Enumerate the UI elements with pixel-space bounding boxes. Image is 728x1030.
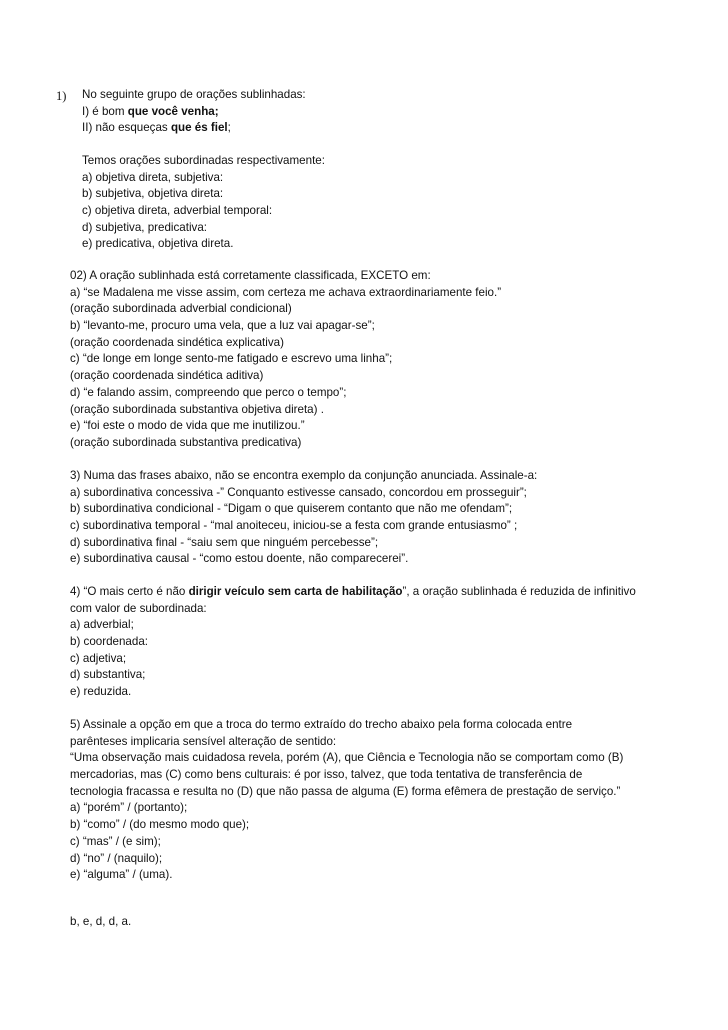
sentence-1-underlined-clause: que você venha; [127, 104, 219, 118]
question-4-prefix: 4) “O mais certo é não [70, 585, 189, 598]
question-5-option-e: e) “alguma” / (uma). [70, 868, 173, 882]
question-1-option-b: b) subjetiva, objetiva direta: [82, 187, 224, 201]
sentence-2-prefix: II) não esqueças [82, 121, 171, 135]
question-1-number: 1) [56, 89, 67, 103]
question-4-option-e: e) reduzida. [70, 685, 132, 699]
question-2-line: a) “se Madalena me visse assim, com certeza me achava extraordinariamente feio.” [70, 285, 502, 299]
question-2 [70, 268, 501, 452]
question-3-line: c) subordinativa temporal - “mal anoiteceu, iniciou-se a festa com grande entusiasmo” ; [70, 519, 518, 533]
question-5-option-a: a) “porém” / (portanto); [70, 801, 188, 815]
question-4-option-b: b) coordenada: [70, 635, 148, 649]
question-3-line: 3) Numa das frases abaixo, não se encontra exemplo da conjunção anunciada. Assinale-a: [70, 469, 538, 482]
question-4 [70, 584, 636, 701]
question-2-line: (oração subordinada substantiva objetiva direta) . [70, 402, 324, 416]
question-1-option-a: a) objetiva direta, subjetiva: [82, 170, 224, 184]
question-5-option-b: b) “como” / (do mesmo modo que); [70, 818, 250, 832]
question-2-line: d) “e falando assim, compreendo que perco o tempo”; [70, 385, 347, 399]
question-4-statement [70, 584, 636, 601]
question-2-line: c) “de longe em longe sento-me fatigado e escrevo uma linha”; [70, 352, 393, 366]
question-2-line: b) “levanto-me, procuro uma vela, que a luz vai apagar-se”; [70, 319, 375, 333]
question-2-line: e) “foi este o modo de vida que me inutilizou.” [70, 419, 305, 433]
sentence-1-prefix: I) é bom [82, 104, 128, 118]
sentence-2-underlined-clause: que és fiel [170, 121, 228, 135]
question-4-statement-continued: com valor de subordinada: [70, 601, 207, 615]
question-4-underlined-clause: dirigir veículo sem carta de habilitação [188, 585, 403, 598]
question-2-line: (oração subordinada substantiva predicativa) [70, 435, 302, 449]
question-1-sentence-2 [82, 120, 306, 137]
question-4-option-c: c) adjetiva; [70, 651, 127, 665]
question-3 [70, 468, 537, 568]
answer-key [70, 914, 131, 931]
question-3-line: b) subordinativa condicional - “Digam o que quiserem contanto que não me ofendam”; [70, 502, 513, 516]
question-5-line: tecnologia fracassa e resulta no (D) que não passa de alguma (E) forma efêmera de prestação de serviço.” [70, 784, 621, 798]
question-1-option-c: c) objetiva direta, adverbial temporal: [82, 204, 273, 218]
question-3-line: d) subordinativa final - “saiu sem que ninguém percebesse”; [70, 535, 379, 549]
sentence-2-suffix: ; [227, 121, 231, 135]
question-5-line: “Uma observação mais cuidadosa revela, porém (A), que Ciência e Tecnologia não se comportam como (B) [70, 751, 624, 765]
question-2-line: 02) A oração sublinhada está corretamente classificada, EXCETO em: [70, 269, 431, 282]
question-1-option-d: d) subjetiva, predicativa: [82, 220, 208, 234]
question-5-option-c: c) “mas” / (e sim); [70, 834, 161, 848]
question-5 [70, 717, 623, 884]
question-2-line: (oração coordenada sindética explicativa) [70, 335, 284, 349]
question-4-option-a: a) adverbial; [70, 618, 134, 632]
question-5-line: 5) Assinale a opção em que a troca do termo extraído do trecho abaixo pela forma colocada entre [70, 718, 573, 731]
question-3-line: a) subordinativa concessiva -” Conquanto estivesse cansado, concordou em prosseguir”; [70, 485, 527, 499]
question-5-option-d: d) “no” / (naquilo); [70, 851, 163, 865]
question-5-line: mercadorias, mas (C) como bens culturais: é por isso, talvez, que toda tentativa de transferência de [70, 768, 583, 782]
question-4-suffix: ”, a oração sublinhada é reduzida de infinitivo [402, 585, 636, 598]
question-4-option-d: d) substantiva; [70, 668, 146, 682]
question-1-prompt: Temos orações subordinadas respectivamente: [82, 154, 325, 167]
question-1-sentence-1 [82, 104, 306, 121]
question-2-line: (oração coordenada sindética aditiva) [70, 369, 264, 383]
question-1 [82, 87, 306, 137]
question-5-line: parênteses implicaria sensível alteração de sentido: [70, 734, 337, 748]
question-3-line: e) subordinativa causal - “como estou doente, não comparecerei”. [70, 552, 409, 566]
question-2-line: (oração subordinada adverbial condicional) [70, 302, 292, 316]
answer-key-text: b, e, d, d, a. [70, 915, 132, 928]
question-1-intro: No seguinte grupo de orações sublinhadas: [82, 88, 306, 101]
question-1-option-e: e) predicativa, objetiva direta. [82, 237, 234, 251]
question-1-options [82, 153, 325, 253]
